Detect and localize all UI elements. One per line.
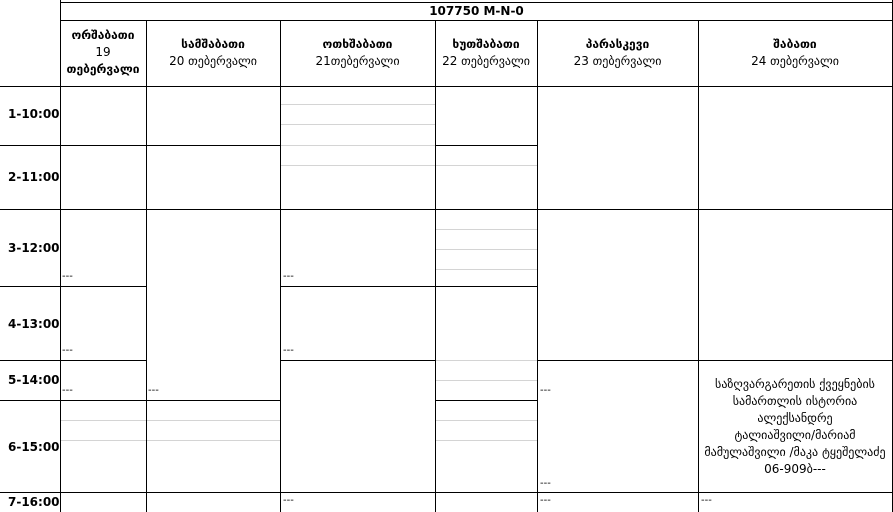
time-slot-6: 6-15:00 bbox=[8, 440, 60, 454]
empty-marker: --- bbox=[283, 345, 294, 356]
time-slot-7: 7-16:00 bbox=[8, 495, 60, 509]
empty-marker: --- bbox=[283, 271, 294, 282]
day-name: შაბათი bbox=[773, 37, 817, 51]
day-header-friday bbox=[537, 36, 698, 70]
empty-marker: --- bbox=[62, 385, 73, 396]
empty-marker: --- bbox=[701, 495, 712, 506]
time-slot-2: 2-11:00 bbox=[8, 170, 60, 184]
lesson-line: ალექსანდრე bbox=[757, 411, 833, 425]
day-name: ორშაბათი bbox=[71, 28, 135, 42]
day-date: 20 თებერვალი bbox=[169, 54, 257, 68]
time-slot-3: 3-12:00 bbox=[8, 241, 60, 255]
empty-marker: --- bbox=[540, 385, 551, 396]
day-name: ხუთშაბათი bbox=[452, 37, 520, 51]
empty-marker: --- bbox=[283, 495, 294, 506]
empty-marker: --- bbox=[540, 478, 551, 489]
group-code-title: 107750 M-N-0 bbox=[429, 4, 524, 18]
day-month: თებერვალი bbox=[66, 62, 140, 76]
empty-marker: --- bbox=[62, 271, 73, 282]
empty-marker: --- bbox=[148, 385, 159, 396]
time-slot-5: 5-14:00 bbox=[8, 373, 60, 387]
day-date: 23 თებერვალი bbox=[573, 54, 662, 68]
empty-marker: --- bbox=[62, 345, 73, 356]
day-header-wednesday bbox=[280, 36, 435, 70]
day-header-tuesday bbox=[146, 36, 280, 70]
day-header-thursday bbox=[435, 36, 537, 70]
day-date: 21თებერვალი bbox=[315, 54, 400, 68]
lesson-entry bbox=[698, 376, 892, 478]
day-name: პარასკევი bbox=[585, 37, 650, 51]
day-name: სამშაბათი bbox=[181, 37, 245, 51]
day-date: 24 თებერვალი bbox=[751, 54, 839, 68]
time-slot-4: 4-13:00 bbox=[8, 317, 60, 331]
day-name: ოთხშაბათი bbox=[322, 37, 393, 51]
day-header-saturday bbox=[698, 36, 892, 70]
day-date: 22 თებერვალი bbox=[442, 54, 530, 68]
time-slot-1: 1-10:00 bbox=[8, 107, 60, 121]
lesson-line: სამართლის ისტორია bbox=[732, 394, 858, 408]
lesson-line: მამულაშვილი /მაკა ტყეშელაძე bbox=[704, 445, 886, 459]
lesson-line: საზღვარგარეთის ქვეყნების bbox=[715, 377, 875, 391]
lesson-line: 06-909ბ--- bbox=[764, 462, 826, 476]
day-header-monday bbox=[60, 27, 146, 78]
empty-marker: --- bbox=[540, 495, 551, 506]
day-number: 19 bbox=[95, 45, 111, 59]
lesson-line: ტალიაშვილი/მარიამ bbox=[734, 428, 856, 442]
